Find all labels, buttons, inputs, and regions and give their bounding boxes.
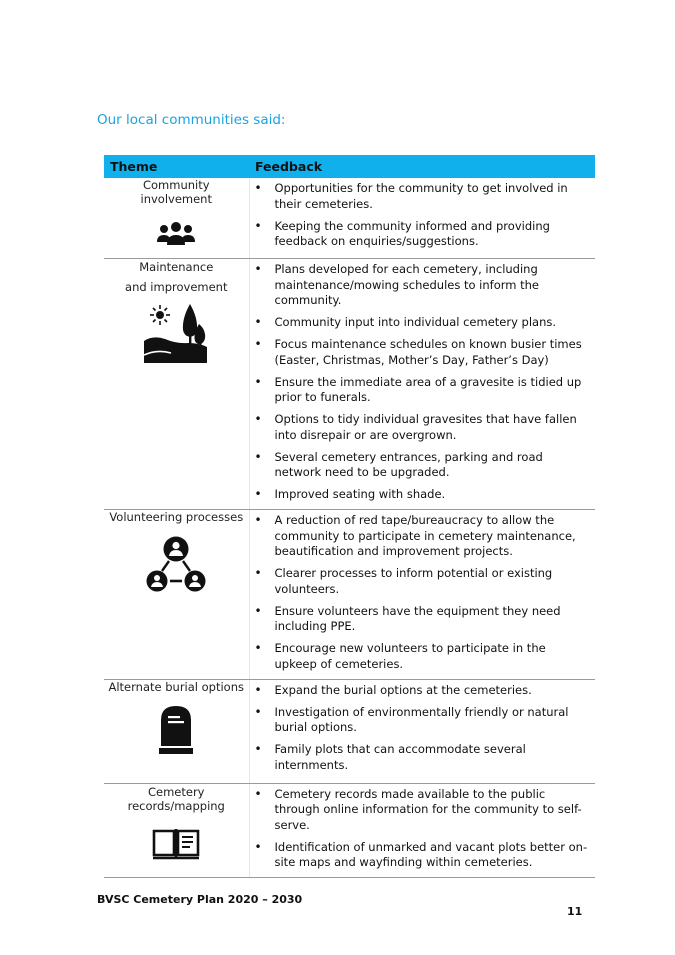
feedback-table xyxy=(104,155,595,878)
open-book-icon xyxy=(152,825,200,861)
theme-column-header: Theme xyxy=(104,155,249,178)
list-item: • Improved seating with shade. xyxy=(250,487,590,503)
feedback-column-header: Feedback xyxy=(249,155,595,178)
feedback-cell xyxy=(249,178,595,259)
theme-label: Maintenance xyxy=(139,260,214,274)
page-number: 11 xyxy=(567,905,583,918)
theme-label: Community xyxy=(142,178,210,192)
list-item: • Several cemetery entrances, parking and road network need to be upgraded. xyxy=(250,450,590,481)
list-item: • Encourage new volunteers to participate in the upkeep of cemeteries. xyxy=(250,641,590,672)
list-item: • Ensure volunteers have the equipment they need including PPE. xyxy=(250,604,590,635)
document-footer-title: BVSC Cemetery Plan 2020 – 2030 xyxy=(97,893,303,906)
list-item: • Keeping the community informed and providing feedback on enquiries/suggestions. xyxy=(250,219,590,250)
volunteer-network-icon xyxy=(145,535,207,595)
theme-label: involvement xyxy=(140,192,212,206)
feedback-cell xyxy=(249,259,595,510)
list-item: • Plans developed for each cemetery, including maintenance/mowing schedules to inform the community. xyxy=(250,262,590,309)
list-item: • Community input into individual cemetery plans. xyxy=(250,315,590,331)
list-item: • Expand the burial options at the cemeteries. xyxy=(250,683,590,699)
theme-label: Alternate burial options xyxy=(108,679,244,694)
theme-cell xyxy=(104,783,249,878)
table-row xyxy=(104,259,595,510)
landscape-sun-tree-icon xyxy=(143,303,209,365)
list-item: • Cemetery records made available to the public through online information for the community to self-serve. xyxy=(250,787,590,834)
list-item: • Focus maintenance schedules on known busier times (Easter, Christmas, Mother’s Day, Father’s Day) xyxy=(250,337,590,368)
table-row xyxy=(104,178,595,259)
theme-label: Volunteering processes xyxy=(109,510,244,524)
theme-cell xyxy=(104,259,249,510)
list-item: • Family plots that can accommodate several internments. xyxy=(250,742,590,773)
theme-cell xyxy=(104,178,249,259)
theme-label: records/mapping xyxy=(127,798,225,813)
list-item: • Opportunities for the community to get involved in their cemeteries. xyxy=(250,181,590,212)
feedback-cell xyxy=(249,510,595,680)
theme-label: and improvement xyxy=(125,280,228,294)
page-heading: Our local communities said: xyxy=(97,112,286,128)
feedback-cell xyxy=(249,679,595,783)
table-row xyxy=(104,679,595,783)
list-item: • Options to tidy individual gravesites that have fallen into disrepair or are overgrown. xyxy=(250,412,590,443)
table-row xyxy=(104,783,595,878)
table-header-row xyxy=(104,155,595,178)
list-item: • Clearer processes to inform potential or existing volunteers. xyxy=(250,566,590,597)
headstone-icon xyxy=(158,704,194,756)
list-item: • Identification of unmarked and vacant plots better on-site maps and wayfinding within cemeteries. xyxy=(250,840,590,871)
theme-cell xyxy=(104,510,249,680)
list-item: • A reduction of red tape/bureaucracy to allow the community to participate in cemetery maintenance, beautification and improvement projects. xyxy=(250,513,590,560)
table-row xyxy=(104,510,595,680)
list-item: • Investigation of environmentally friendly or natural burial options. xyxy=(250,705,590,736)
theme-label: Cemetery xyxy=(147,784,205,799)
list-item: • Ensure the immediate area of a gravesite is tidied up prior to funerals. xyxy=(250,375,590,406)
community-people-icon xyxy=(156,220,196,248)
feedback-cell xyxy=(249,783,595,878)
theme-cell xyxy=(104,679,249,783)
